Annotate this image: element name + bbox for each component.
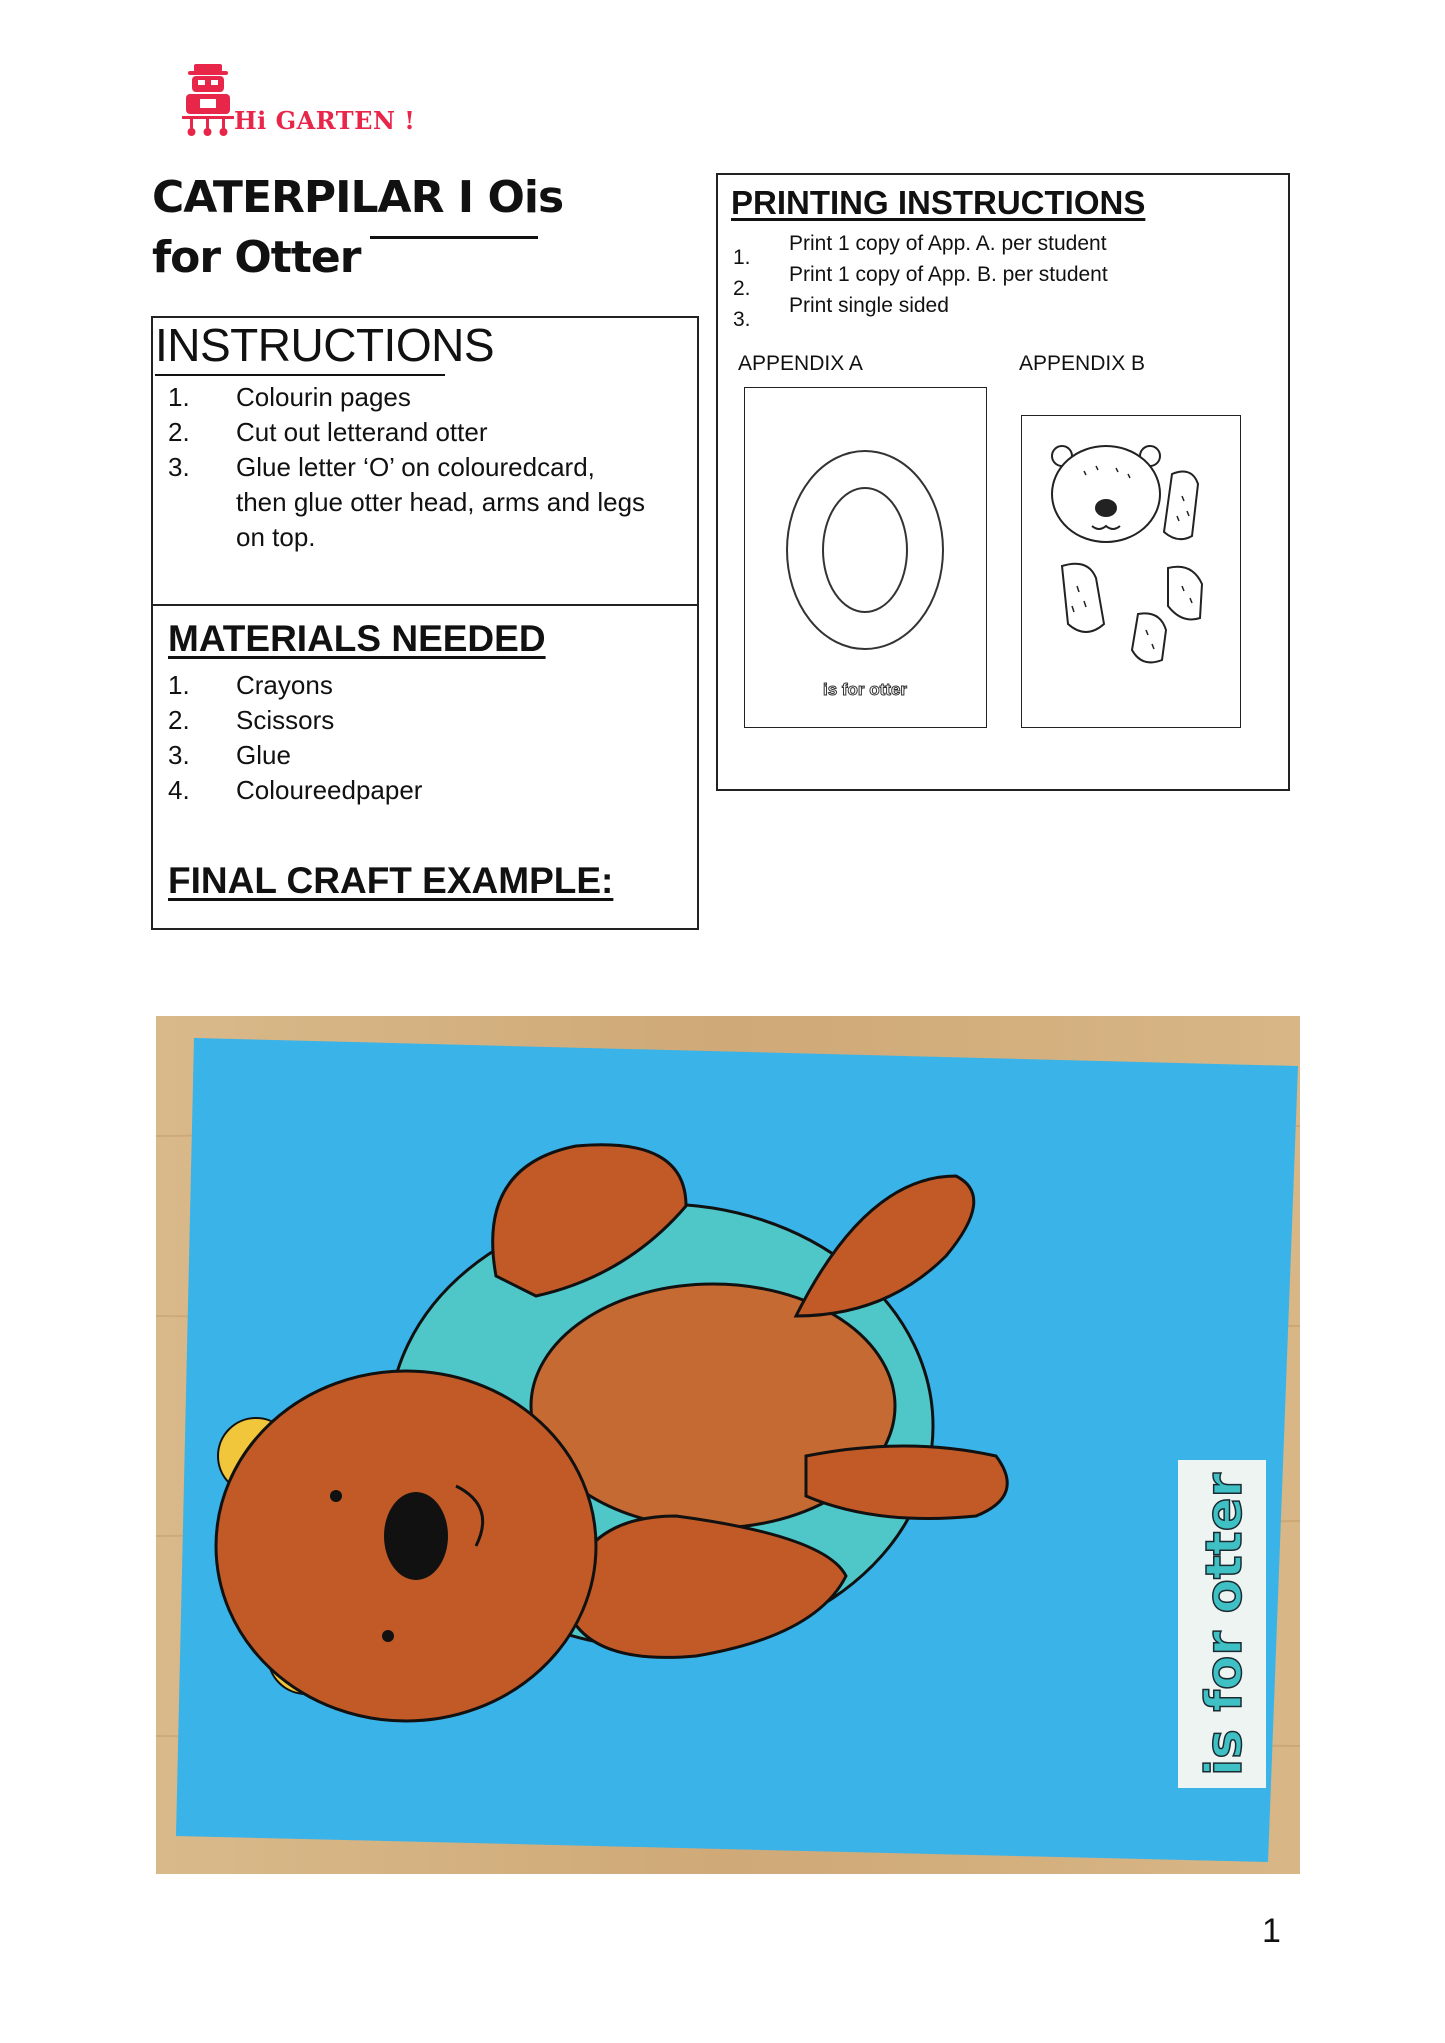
printing-list	[789, 228, 1108, 321]
list-item: then glue otter head, arms and legs	[236, 487, 646, 517]
list-item: Print single sided	[789, 294, 949, 317]
otter-parts-outline-icon	[1022, 416, 1239, 726]
list-item: 2. Cut out letterand otter	[168, 417, 488, 447]
list-item: 1. Colourin pages	[168, 382, 411, 412]
appendix-a-caption: is for otter	[822, 680, 908, 699]
materials-heading: MATERIALS NEEDED	[168, 618, 546, 659]
list-item: 1. Crayons	[168, 670, 333, 700]
list-item: on top.	[236, 522, 316, 552]
list-item: 3. Glue	[168, 740, 291, 770]
list-item: 3. Glue letter ‘O’ on colouredcard,	[168, 452, 595, 482]
list-item: Print 1 copy of App. B. per student	[789, 263, 1108, 286]
instructions-heading: INSTRUCTIONS	[155, 319, 494, 371]
list-item: 4. Coloureedpaper	[168, 775, 423, 805]
instructions-heading-underline	[155, 374, 445, 376]
appendix-b-label: APPENDIX B	[1019, 352, 1146, 375]
photo-sign-text: is for otter	[1195, 1472, 1253, 1776]
list-item: Print 1 copy of App. A. per student	[789, 232, 1107, 255]
logo-text: Hi GARTEN !	[234, 106, 416, 135]
materials-list	[168, 668, 688, 808]
letter-o-outline-icon	[745, 388, 985, 726]
instructions-list	[168, 380, 688, 555]
otter-craft-image	[156, 1016, 1300, 1874]
title-underline	[370, 236, 538, 239]
printing-numbers: 1. 2. 3.	[733, 246, 751, 331]
robot-icon	[180, 58, 240, 148]
appendix-a-thumbnail	[744, 387, 987, 728]
appendix-b-thumbnail	[1021, 415, 1241, 728]
printing-heading: PRINTING INSTRUCTIONS	[731, 184, 1146, 221]
page-number: 1	[1262, 1912, 1281, 1950]
list-item: 2. Scissors	[168, 705, 335, 735]
page-title: CATERPILAR I Ois for Otter	[152, 172, 564, 283]
final-craft-photo	[156, 1016, 1300, 1874]
appendix-a-label: APPENDIX A	[738, 352, 863, 375]
final-craft-heading: FINAL CRAFT EXAMPLE:	[168, 860, 614, 901]
